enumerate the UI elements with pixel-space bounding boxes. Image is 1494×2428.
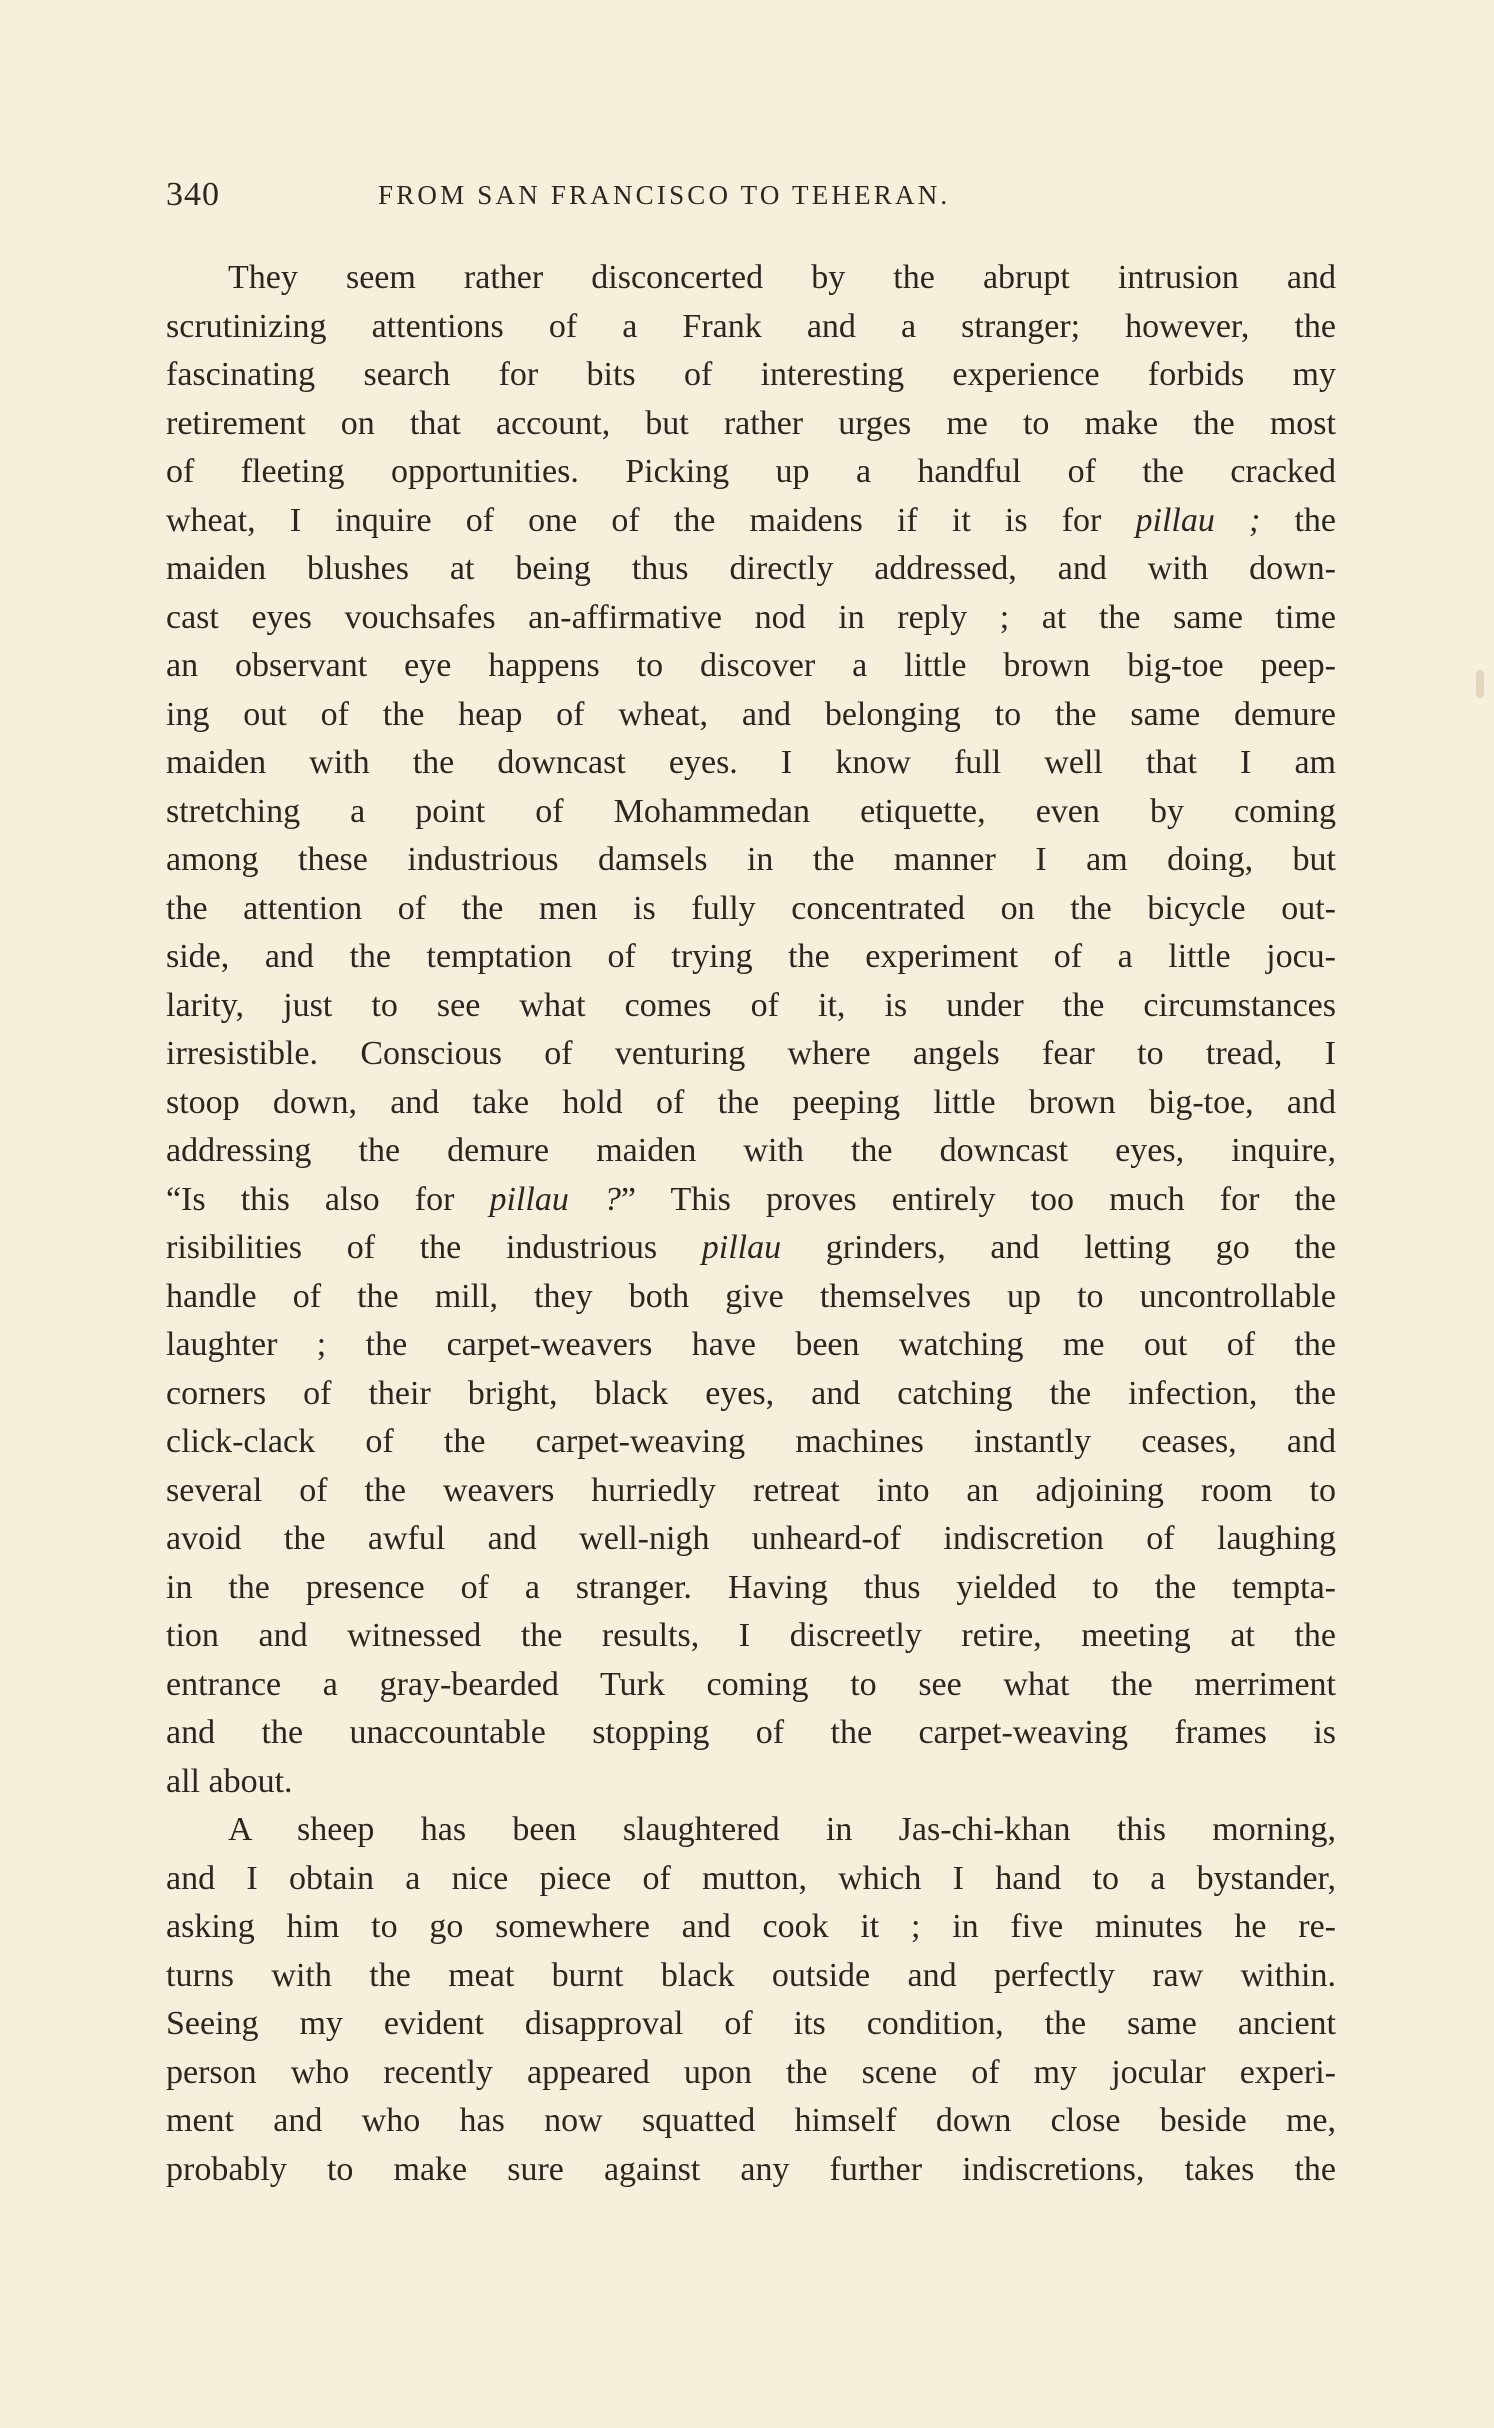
text-line: turns with the meat burnt black outside and perfectly raw within. [166, 1956, 1336, 1994]
paper-smudge [1476, 670, 1484, 698]
text-line: corners of their bright, black eyes, and catching the infection, the [166, 1374, 1336, 1412]
italic-word: pillau ? [489, 1180, 621, 1218]
text-line: side, and the temptation of trying the experiment of a little jocu- [166, 938, 1336, 975]
text-line: the attention of the men is fully concentrated on the bicycle out- [166, 889, 1336, 927]
text-line: avoid the awful and well-nigh unheard-of indiscretion of laughing [166, 1520, 1336, 1557]
text-line: handle of the mill, they both give themselves up to uncontrollable [166, 1277, 1336, 1315]
italic-word: pillau [701, 1229, 782, 1266]
text-line: stretching a point of Mohammedan etiquette, even by coming [166, 792, 1336, 830]
text-line: fascinating search for bits of interesting experience forbids my [166, 356, 1336, 393]
running-head: FROM SAN FRANCISCO TO TEHERAN. [378, 180, 951, 210]
text-line: several of the weavers hurriedly retreat into an adjoining room to [166, 1471, 1336, 1509]
text-line: tion and witnessed the results, I discreetly retire, meeting at the [166, 1617, 1336, 1654]
text-line: ment and who has now squatted himself down close beside me, [166, 2102, 1336, 2139]
text-line: addressing the demure maiden with the downcast eyes, inquire, [166, 1132, 1336, 1169]
page-number: 340 [166, 176, 220, 213]
text-line: and I obtain a nice piece of mutton, which I hand to a bystander, [166, 1859, 1336, 1897]
text-line: person who recently appeared upon the scene of my jocular experi- [166, 2053, 1336, 2091]
text-line: stoop down, and take hold of the peeping little brown big-toe, and [166, 1083, 1336, 1121]
text-line: of fleeting opportunities. Picking up a handful of the cracked [166, 453, 1336, 490]
text-line: scrutinizing attentions of a Frank and a stranger; however, the [166, 307, 1336, 345]
text-line: maiden with the downcast eyes. I know full well that I am [166, 744, 1336, 781]
text-line: cast eyes vouchsafes an-affirmative nod in reply ; at the same time [166, 598, 1336, 636]
text-line: and the unaccountable stopping of the carpet-weaving frames is [166, 1714, 1336, 1751]
text-line: larity, just to see what comes of it, is under the circumstances [166, 986, 1336, 1024]
text-line: “Is this also for pillau ?” This proves entirely too much for the [166, 1180, 1336, 1218]
text-line: irresistible. Conscious of venturing where angels fear to tread, I [166, 1035, 1336, 1072]
text-line: an observant eye happens to discover a little brown big-toe peep- [166, 647, 1336, 684]
text-line: click-clack of the carpet-weaving machines instantly ceases, and [166, 1423, 1336, 1460]
text-line: in the presence of a stranger. Having thus yielded to the tempta- [166, 1568, 1336, 1606]
text-line: risibilities of the industrious pillau grinders, and letting go the [166, 1229, 1336, 1266]
text-line: maiden blushes at being thus directly addressed, and with down- [166, 550, 1336, 587]
text-line: They seem rather disconcerted by the abrupt intrusion and [228, 259, 1336, 296]
text-line: entrance a gray-bearded Turk coming to see what the merriment [166, 1665, 1336, 1703]
text-line: asking him to go somewhere and cook it ; in five minutes he re- [166, 1908, 1336, 1945]
text-line: probably to make sure against any further indiscretions, takes the [166, 2150, 1336, 2188]
text-line: all about. [166, 1762, 293, 1800]
text-line: Seeing my evident disapproval of its condition, the same ancient [166, 2005, 1336, 2042]
text-line: retirement on that account, but rather urges me to make the most [166, 404, 1336, 442]
text-line: wheat, I inquire of one of the maidens if it is for pillau ; the [166, 501, 1336, 539]
text-line: ing out of the heap of wheat, and belonging to the same demure [166, 695, 1336, 733]
text-line: laughter ; the carpet-weavers have been watching me out of the [166, 1326, 1336, 1363]
body-text [166, 254, 1336, 2194]
page-header [166, 176, 1336, 224]
text-line: among these industrious damsels in the manner I am doing, but [166, 841, 1336, 878]
italic-word: pillau ; [1135, 501, 1261, 539]
text-line: A sheep has been slaughtered in Jas-chi-khan this morning, [228, 1811, 1336, 1848]
